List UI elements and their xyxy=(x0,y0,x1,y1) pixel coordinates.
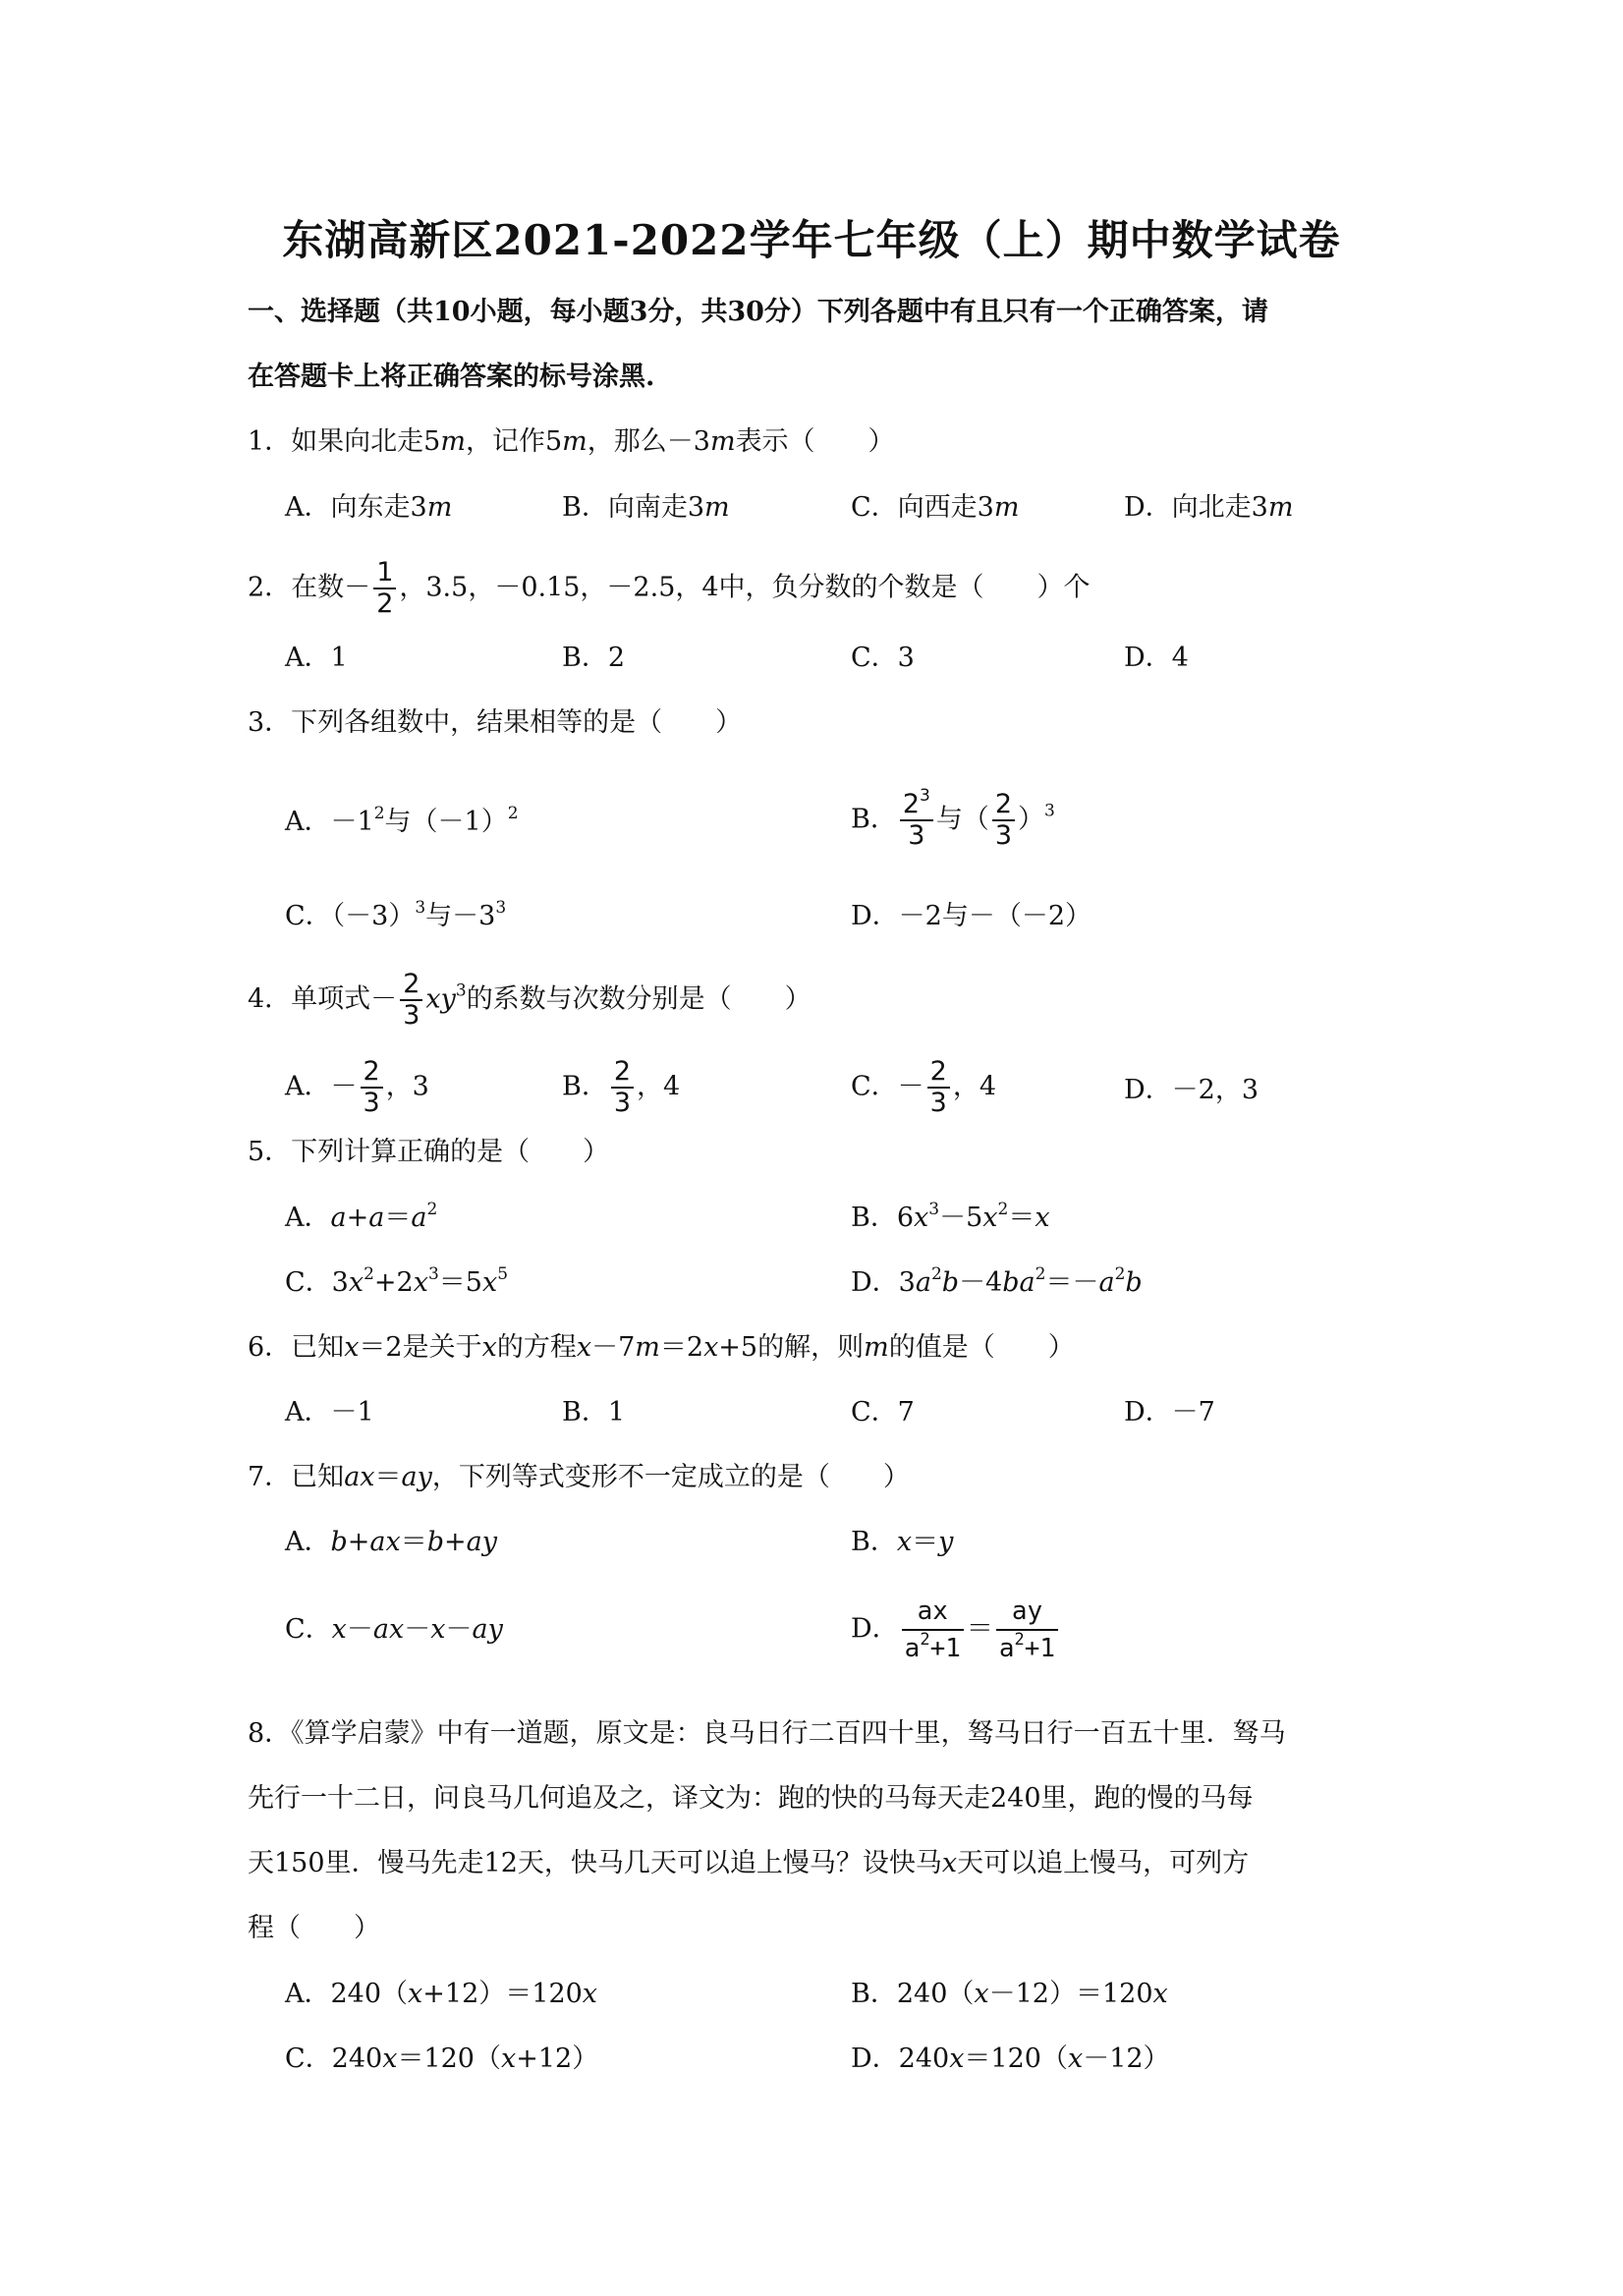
question-8-option-a[interactable]: A．240（x+12）＝120x xyxy=(285,1979,598,2009)
question-5-stem: 5．下列计算正确的是（ ） xyxy=(248,1137,610,1167)
exam-title: 东湖高新区2021-2022学年七年级（上）期中数学试卷 xyxy=(282,216,1341,264)
question-8-line-4: 程（ ） xyxy=(248,1913,380,1943)
fraction: $\frac{2}{3}$ xyxy=(400,970,422,1031)
question-4-option-b[interactable]: B． $\frac{2}{3}$ ，4 xyxy=(562,1056,681,1118)
question-4-option-a[interactable]: A．－ $\frac{2}{3}$ ，3 xyxy=(285,1056,429,1118)
question-7-stem: 7．已知ax＝ay，下列等式变形不一定成立的是（ ） xyxy=(248,1462,910,1492)
question-8-line-2: 先行一十二日，问良马几何追及之，译文为：跑的快的马每天走240里，跑的慢的马每 xyxy=(248,1783,1254,1814)
question-2-option-a[interactable]: A．1 xyxy=(285,643,348,673)
fraction: $\frac{1}{2}$ xyxy=(373,558,396,619)
question-1-option-c[interactable]: C．向西走3m xyxy=(851,492,1020,523)
section-heading-line1: 一、选择题（共10小题，每小题3分，共30分）下列各题中有且只有一个正确答案，请 xyxy=(248,297,1268,327)
question-8-option-d[interactable]: D．240x＝120（x－12） xyxy=(851,2044,1170,2074)
question-1-option-a[interactable]: A．向东走3m xyxy=(285,492,453,523)
fraction: $\frac{2}{3}$ xyxy=(992,790,1015,851)
question-8-line-1: 8．《算学启蒙》中有一道题，原文是：良马日行二百四十里，驽马日行一百五十里．驽马 xyxy=(248,1718,1286,1749)
question-6-option-b[interactable]: B．1 xyxy=(562,1397,626,1428)
question-1-option-d[interactable]: D．向北走3m xyxy=(1124,492,1294,523)
question-2-option-c[interactable]: C．3 xyxy=(851,643,915,673)
question-4-option-c[interactable]: C．－ $\frac{2}{3}$ ，4 xyxy=(851,1056,997,1118)
question-7-option-b[interactable]: B．x＝y xyxy=(851,1527,954,1557)
question-7-option-a[interactable]: A．b+ax＝b+ay xyxy=(285,1527,497,1557)
question-6-option-a[interactable]: A．－1 xyxy=(285,1397,374,1428)
question-5-option-c[interactable]: C．$3x^2+2x^3=5x^5$ xyxy=(285,1264,509,1298)
question-3-option-a[interactable]: A．$-1^2$与$(-1)^2$ xyxy=(285,804,519,837)
fraction: $\frac{ax}{a^2+1}$ xyxy=(902,1594,964,1666)
question-5-option-a[interactable]: A．$a+a=a^2$ xyxy=(285,1200,438,1233)
question-7-option-d[interactable]: D． $\frac{ax}{a^2+1}$ ＝ $\frac{ay}{a^2+1}$ xyxy=(851,1594,1061,1666)
question-1-stem: 1．如果向北走5m，记作5m，那么－3m表示（ ） xyxy=(248,426,895,457)
fraction: $\frac{2}{3}$ xyxy=(927,1057,950,1118)
fraction: $\frac{2}{3}$ xyxy=(611,1057,634,1118)
section-heading-line2: 在答题卡上将正确答案的标号涂黑. xyxy=(248,362,655,392)
question-5-option-b[interactable]: B．$6x^3-5x^2=x$ xyxy=(851,1200,1050,1233)
question-4-option-d[interactable]: D．－2，3 xyxy=(1124,1075,1259,1105)
question-4-stem: 4．单项式－ $\frac{2}{3}$ $xy^3$的系数与次数分别是（ ） xyxy=(248,969,812,1031)
question-7-option-c[interactable]: C．x－ax－x－ay xyxy=(285,1614,503,1645)
question-8-line-3: 天150里．慢马先走12天，快马几天可以追上慢马？设快马x天可以追上慢马，可列方 xyxy=(248,1848,1250,1878)
question-8-option-b[interactable]: B．240（x－12）＝120x xyxy=(851,1979,1168,2009)
question-6-option-c[interactable]: C．7 xyxy=(851,1397,915,1428)
question-3-option-d[interactable]: D．－2与－（－2） xyxy=(851,901,1092,931)
question-2-stem: 2．在数－ $\frac{1}{2}$ ，3.5，－0.15，－2.5，4中，负分数的个数是（ ）个 xyxy=(248,557,1091,619)
fraction: $\frac{ay}{a^2+1}$ xyxy=(996,1594,1058,1666)
question-3-stem: 3．下列各组数中，结果相等的是（ ） xyxy=(248,707,743,738)
question-2-option-d[interactable]: D．4 xyxy=(1124,643,1189,673)
question-5-option-d[interactable]: D．$3a^2b-4ba^2=-a^2b$ xyxy=(851,1264,1143,1298)
question-2-option-b[interactable]: B．2 xyxy=(562,643,626,673)
question-3-option-b[interactable]: B． $\frac{2^3}{3}$ 与（ $\frac{2}{3}$ ）$^3$ xyxy=(851,786,1055,851)
fraction: $\frac{2}{3}$ xyxy=(361,1057,383,1118)
question-1-option-b[interactable]: B．向南走3m xyxy=(562,492,730,523)
question-8-option-c[interactable]: C．240x＝120（x+12） xyxy=(285,2044,599,2074)
fraction: $\frac{2^3}{3}$ xyxy=(900,790,933,851)
question-3-option-c[interactable]: C．$(-3)^3$与$-3^3$ xyxy=(285,898,507,931)
question-6-stem: 6．已知x＝2是关于x的方程x－7m＝2x+5的解，则m的值是（ ） xyxy=(248,1332,1075,1363)
question-6-option-d[interactable]: D．－7 xyxy=(1124,1397,1215,1428)
